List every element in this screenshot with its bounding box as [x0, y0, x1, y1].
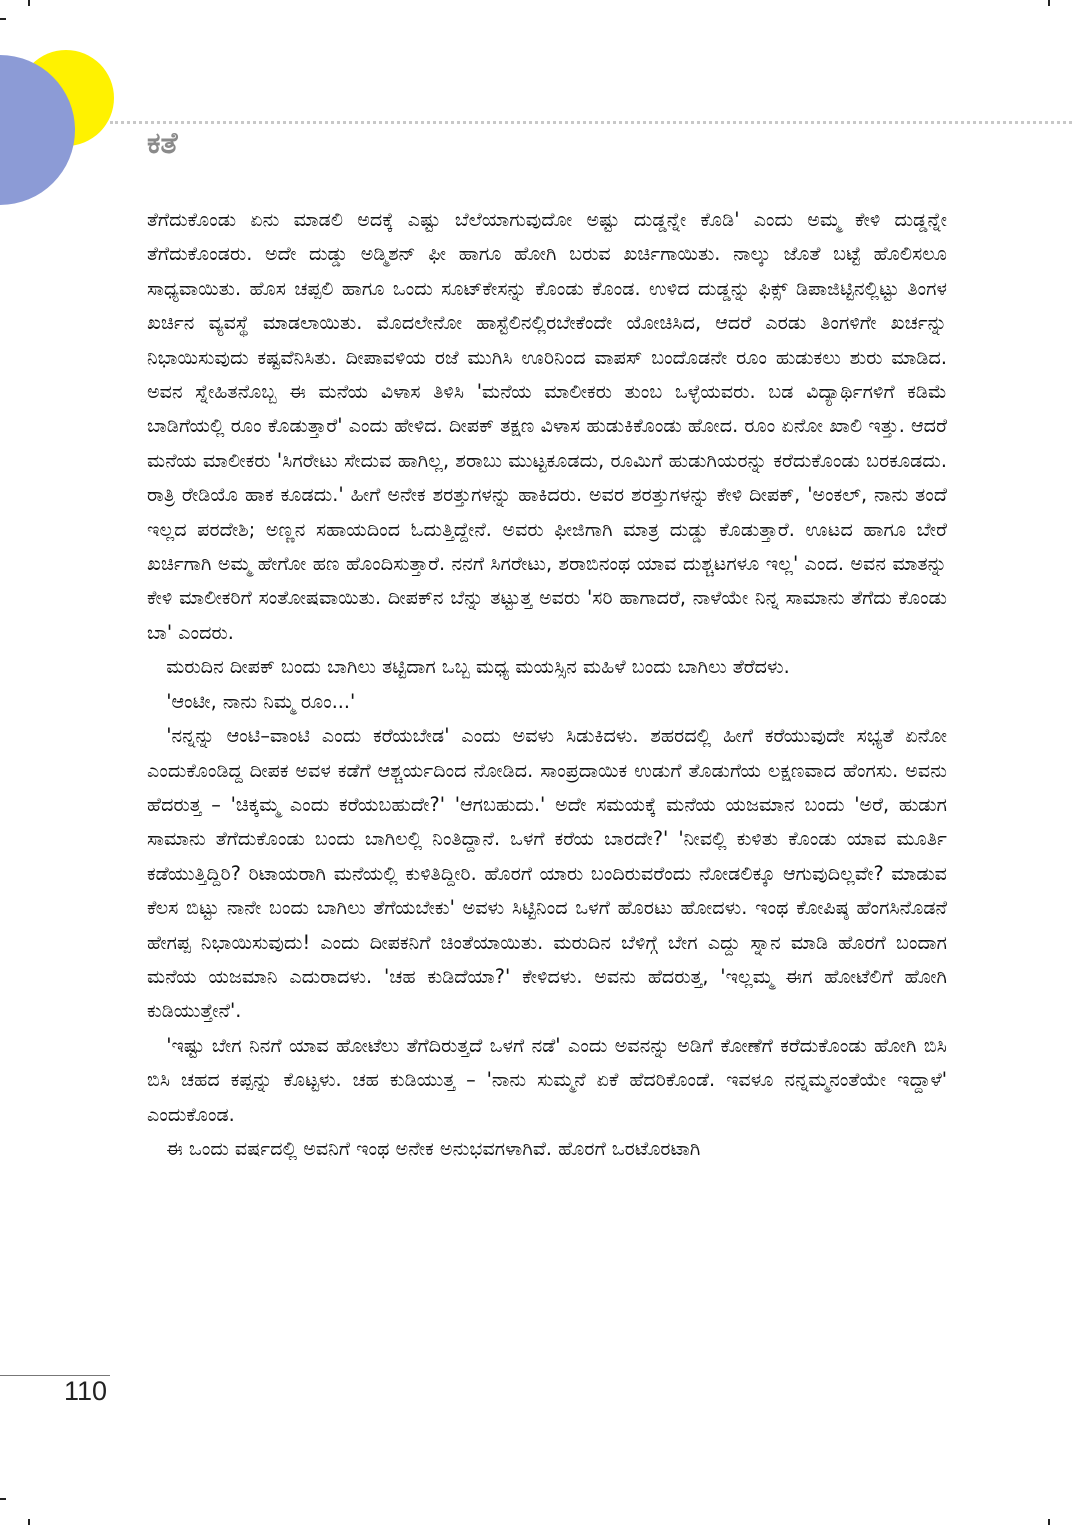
section-title: ಕತೆ [147, 126, 178, 161]
page-number: 110 [64, 1376, 108, 1406]
crop-mark-bottom-right [1048, 1519, 1050, 1525]
dotted-divider [110, 121, 1072, 124]
decorative-circles [0, 0, 130, 220]
crop-mark-bottom-left [0, 1498, 6, 1500]
crop-mark-top-right [1048, 0, 1050, 6]
story-body-text: ತೆಗೆದುಕೊಂಡು ಏನು ಮಾಡಲಿ ಅದಕ್ಕೆ ಎಷ್ಟು ಬೆಲೆಯಾಗುವುದೋ ಅಷ್ಟು ದುಡ್ಡನ್ನೇ ಕೊಡಿ' ಎಂದು ಅಮ್ಮ ಕೇಳಿ ದುಡ್ಡನ್ನೇ ತೆಗೆದುಕೊಂಡರು. ಅದೇ ದುಡ್ಡು ಅಡ್ಮಿಶನ್ ಫೀ ಹಾಗೂ ಹೋಗಿ ಬರುವ ಖರ್ಚಿಗಾಯಿತು. ನಾಲ್ಕು ಜೊತೆ ಬಟ್ಟೆ ಹೊಲಿಸಲೂ ಸಾಧ್ಯವಾಯಿತು. ಹೊಸ ಚಪ್ಪಲಿ ಹಾಗೂ ಒಂದು ಸೂಟ್‌ಕೇಸನ್ನು ಕೊಂಡು ಕೊಂಡ. ಉಳಿದ ದುಡ್ಡನ್ನು ಫಿಕ್ಸ್ ಡಿಪಾಜಿಟ್ಟಿನಲ್ಲಿಟ್ಟು ತಿಂಗಳ ಖರ್ಚಿನ ವ್ಯವಸ್ಥೆ ಮಾಡಲಾಯಿತು. ಮೊದಲೇನೋ ಹಾಸ್ಟೆಲಿನಲ್ಲಿರಬೇಕೆಂದೇ ಯೋಚಿಸಿದ, ಆದರೆ ಎರಡು ತಿಂಗಳಿಗೇ ಖರ್ಚನ್ನು ನಿಭಾಯಿಸುವುದು ಕಷ್ಟವೆನಿಸಿತು. ದೀಪಾವಳಿಯ ರಜೆ ಮುಗಿಸಿ ಊರಿನಿಂದ ವಾಪಸ್ ಬಂದೊಡನೇ ರೂಂ ಹುಡುಕಲು ಶುರು ಮಾಡಿದ. ಅವನ ಸ್ನೇಹಿತನೊಬ್ಬ ಈ ಮನೆಯ ವಿಳಾಸ ತಿಳಿಸಿ 'ಮನೆಯ ಮಾಲೀಕರು ತುಂಬ ಒಳ್ಳೆಯವರು. ಬಡ ವಿದ್ಯಾರ್ಥಿಗಳಿಗೆ ಕಡಿಮೆ ಬಾಡಿಗೆಯಲ್ಲಿ ರೂಂ ಕೊಡುತ್ತಾರೆ' ಎಂದು ಹೇಳಿದ. ದೀಪಕ್ ತಕ್ಷಣ ವಿಳಾಸ ಹುಡುಕಿಕೊಂಡು ಹೋದ. ರೂಂ ಏನೋ ಖಾಲಿ ಇತ್ತು. ಆದರೆ ಮನೆಯ ಮಾಲೀಕರು 'ಸಿಗರೇಟು ಸೇದುವ ಹಾಗಿಲ್ಲ, ಶರಾಬು ಮುಟ್ಟಕೂಡದು, ರೂಮಿಗೆ ಹುಡುಗಿಯರನ್ನು ಕರೆದುಕೊಂಡು ಬರಕೂಡದು. ರಾತ್ರಿ ರೇಡಿಯೊ ಹಾಕ ಕೂಡದು.' ಹೀಗೆ ಅನೇಕ ಶರತ್ತುಗಳನ್ನು ಹಾಕಿದರು. ಅವರ ಶರತ್ತುಗಳನ್ನು ಕೇಳಿ ದೀಪಕ್, 'ಅಂಕಲ್, ನಾನು ತಂದೆ ಇಲ್ಲದ ಪರದೇಶಿ; ಅಣ್ಣನ ಸಹಾಯದಿಂದ ಓದುತ್ತಿದ್ದೇನೆ. ಅವರು ಫೀಜಿಗಾಗಿ ಮಾತ್ರ ದುಡ್ಡು ಕೊಡುತ್ತಾರೆ. ಊಟದ ಹಾಗೂ ಬೇರೆ ಖರ್ಚಿಗಾಗಿ ಅಮ್ಮ ಹೇಗೋ ಹಣ ಹೊಂದಿಸುತ್ತಾರೆ. ನನಗೆ ಸಿಗರೇಟು, ಶರಾಬಿನಂಥ ಯಾವ ದುಶ್ಚಟಗಳೂ ಇಲ್ಲ' ಎಂದ. ಅವನ ಮಾತನ್ನು ಕೇಳಿ ಮಾಲೀಕರಿಗೆ ಸಂತೋಷವಾಯಿತು. ದೀಪಕ್‌ನ ಬೆನ್ನು ತಟ್ಟುತ್ತ ಅವರು 'ಸರಿ ಹಾಗಾದರೆ, ನಾಳೆಯೇ ನಿನ್ನ ಸಾಮಾನು ತೆಗೆದು ಕೊಂಡು ಬಾ' ಎಂದರು. ಮರುದಿನ ದೀಪಕ್ ಬಂದು ಬಾಗಿಲು ತಟ್ಟಿದಾಗ ಒಬ್ಬ ಮಧ್ಯ ಮಯಸ್ಸಿನ ಮಹಿಳೆ ಬಂದು ಬಾಗಿಲು ತೆರೆದಳು. 'ಆಂಟೀ, ನಾನು ನಿಮ್ಮ ರೂಂ...' 'ನನ್ನನ್ನು ಆಂಟಿ–ವಾಂಟಿ ಎಂದು ಕರೆಯಬೇಡ' ಎಂದು ಅವಳು ಸಿಡುಕಿದಳು. ಶಹರದಲ್ಲಿ ಹೀಗೆ ಕರೆಯುವುದೇ ಸಭ್ಯತೆ ಏನೋ ಎಂದುಕೊಂಡಿದ್ದ ದೀಪಕ ಅವಳ ಕಡೆಗೆ ಆಶ್ಚರ್ಯದಿಂದ ನೋಡಿದ. ಸಾಂಪ್ರದಾಯಿಕ ಉಡುಗೆ ತೊಡುಗೆಯ ಲಕ್ಷಣವಾದ ಹೆಂಗಸು. ಅವನು ಹೆದರುತ್ತ – 'ಚಿಕ್ಕಮ್ಮ ಎಂದು ಕರೆಯಬಹುದೇ?' 'ಆಗಬಹುದು.' ಅದೇ ಸಮಯಕ್ಕೆ ಮನೆಯ ಯಜಮಾನ ಬಂದು 'ಅರೆ, ಹುಡುಗ ಸಾಮಾನು ತೆಗೆದುಕೊಂಡು ಬಂದು ಬಾಗಿಲಲ್ಲಿ ನಿಂತಿದ್ದಾನೆ. ಒಳಗೆ ಕರೆಯ ಬಾರದೇ?' 'ನೀವಲ್ಲಿ ಕುಳಿತು ಕೊಂಡು ಯಾವ ಮೂರ್ತಿ ಕಡೆಯುತ್ತಿದ್ದಿರಿ? ರಿಟಾಯರಾಗಿ ಮನೆಯಲ್ಲಿ ಕುಳಿತಿದ್ದೀರಿ. ಹೊರಗೆ ಯಾರು ಬಂದಿರುವರೆಂದು ನೋಡಲಿಕ್ಕೂ ಆಗುವುದಿಲ್ಲವೇ? ಮಾಡುವ ಕೆಲಸ ಬಿಟ್ಟು ನಾನೇ ಬಂದು ಬಾಗಿಲು ತೆಗೆಯಬೇಕು' ಅವಳು ಸಿಟ್ಟಿನಿಂದ ಒಳಗೆ ಹೊರಟು ಹೋದಳು. ಇಂಥ ಕೋಪಿಷ್ಠ ಹೆಂಗಸಿನೊಡನೆ ಹೇಗಪ್ಪ ನಿಭಾಯಿಸುವುದು! ಎಂದು ದೀಪಕನಿಗೆ ಚಿಂತೆಯಾಯಿತು. ಮರುದಿನ ಬೆಳಿಗ್ಗೆ ಬೇಗ ಎದ್ದು ಸ್ನಾನ ಮಾಡಿ ಹೊರಗೆ ಬಂದಾಗ ಮನೆಯ ಯಜಮಾನಿ ಎದುರಾದಳು. 'ಚಹ ಕುಡಿದೆಯಾ?' ಕೇಳಿದಳು. ಅವನು ಹೆದರುತ್ತ, 'ಇಲ್ಲಮ್ಮ ಈಗ ಹೋಟೆಲಿಗೆ ಹೋಗಿ ಕುಡಿಯುತ್ತೇನೆ'. 'ಇಷ್ಟು ಬೇಗ ನಿನಗೆ ಯಾವ ಹೋಟೆಲು ತೆಗೆದಿರುತ್ತದೆ ಒಳಗೆ ನಡೆ' ಎಂದು ಅವನನ್ನು ಅಡಿಗೆ ಕೋಣೆಗೆ ಕರೆದುಕೊಂಡು ಹೋಗಿ ಬಿಸಿ ಬಿಸಿ ಚಹದ ಕಪ್ಪನ್ನು ಕೊಟ್ಟಳು. ಚಹ ಕುಡಿಯುತ್ತ – 'ನಾನು ಸುಮ್ಮನೆ ಏಕೆ ಹೆದರಿಕೊಂಡೆ. ಇವಳೂ ನನ್ನಮ್ಮನಂತೆಯೇ ಇದ್ದಾಳೆ' ಎಂದುಕೊಂಡ. ಈ ಒಂದು ವರ್ಷದಲ್ಲಿ ಅವನಿಗೆ ಇಂಥ ಅನೇಕ ಅನುಭವಗಳಾಗಿವೆ. ಹೊರಗೆ ಒರಟೊರಟಾಗಿ [147, 208, 947, 1160]
crop-mark-bottom-center [28, 1519, 30, 1525]
